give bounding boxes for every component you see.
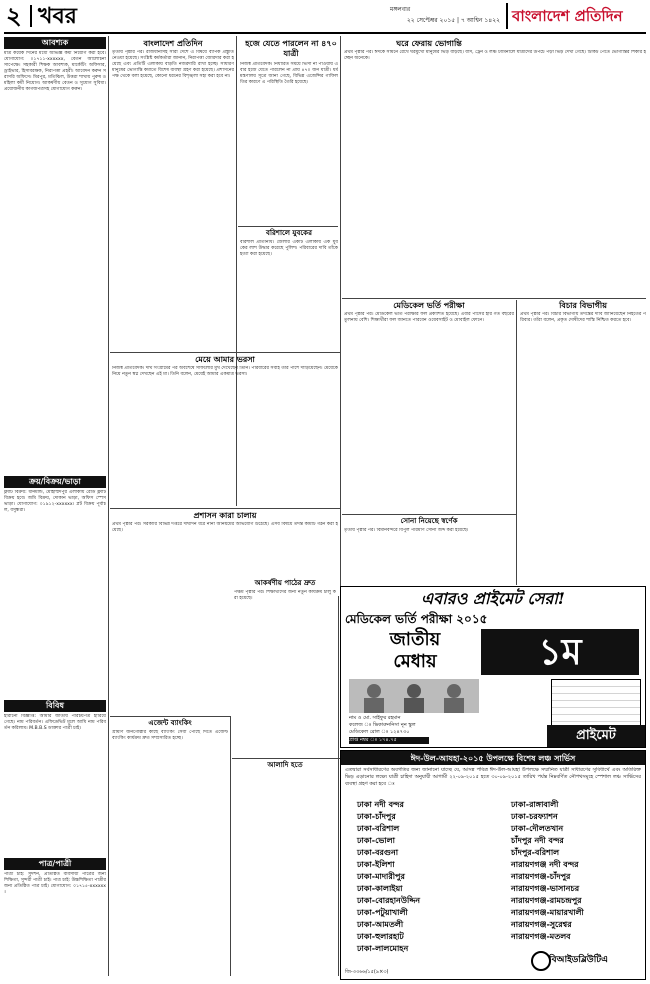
handwritten-note <box>551 679 641 729</box>
launch-route: ঢাকা-রাঙ্গাবালী <box>511 800 559 809</box>
launch-route: ঢাকা-হুলারহাট <box>357 932 404 941</box>
column-divider <box>108 36 109 976</box>
masthead-rule <box>4 32 646 34</box>
masthead-divider <box>506 3 508 29</box>
column-divider <box>338 596 339 976</box>
article-headline: আলাদি হতে <box>267 760 303 769</box>
article-headline: আকর্ষণীয় পাঠের দ্রুত <box>254 578 316 587</box>
classified-header-wanted: আবশ্যক <box>4 37 106 49</box>
primate-ad <box>340 586 646 748</box>
ad-rank-line-1: জাতীয় <box>389 629 441 650</box>
section-divider <box>30 5 32 27</box>
article-body: গ্রামীণ জনগোষ্ঠীর কাছে ব্যাংকিং সেবা পৌঁছে দিতে এজেন্ট ব্যাংকিং কার্যক্রম দ্রুত সম্প্রসারিত হচ্ছে। <box>112 730 228 741</box>
launch-route: ঢাকা-মাদারীপুর <box>357 872 405 881</box>
article-headline: বাংলাদেশ প্রতিদিন <box>143 38 203 48</box>
ad-subhead: মেডিকেল ভর্তি পরীক্ষা ২০১৫ <box>345 612 488 626</box>
article-headline: মেয়ে আমার ভরসা <box>195 354 255 364</box>
classified-text-matrimony: পাত্রী চাই: সুদর্শন, প্রতিষ্ঠিত ব্যবসায়ী পাত্রের জন্য শিক্ষিতা, সুন্দরী পাত্রী চাই। পাত্র চাই: উচ্চশিক্ষিতা পাত্রীর জন্য প্রতিষ্ঠিত পাত্র চাই। যোগাযোগ: ০১৭১৫-xxxxxx। <box>4 872 106 895</box>
launch-route: নারায়ণগঞ্জ-মতলব <box>511 932 571 941</box>
article-headline: মেডিকেল ভর্তি পরীক্ষা <box>393 300 465 310</box>
launch-route: নারায়ণগঞ্জ-রামচন্দ্রপুর <box>511 896 582 905</box>
student-photo <box>349 679 479 713</box>
launch-route: ঢাকা-আমতলী <box>357 920 404 929</box>
classified-header-misc: বিবিধ <box>4 700 106 712</box>
launch-route: চাঁদপুর-বরিশাল <box>511 848 560 857</box>
article-body: প্রথম পৃষ্ঠার পর। মেডিকেল ভর্তি পরীক্ষার ফল প্রকাশিত হয়েছে। এবার পাসের হার গত বছরের তুলনায় বেশি। শিক্ষার্থীরা ফল জানতে পারবেন ওয়েবসাইট ও মোবাইল ফোনে। <box>344 312 514 323</box>
masthead-day: মঙ্গলবার <box>390 6 411 13</box>
article-headline: সোনা নিয়েছে স্বর্ণেক <box>400 516 458 525</box>
article-divider <box>110 508 340 509</box>
launch-route: নারায়ণগঞ্জ-চাঁদপুর <box>511 872 571 881</box>
biwta-ad <box>340 750 646 980</box>
ad-rank-box <box>481 629 639 675</box>
section-title: খবর <box>38 3 77 29</box>
launch-route: ঢাকা-বোরহানউদ্দিন <box>357 896 421 905</box>
ad-brand-box <box>547 725 645 747</box>
ad-body: এতদ্বারা সর্বসাধারণের অবগতির জন্য জানানো যাচ্ছে যে, আসন্ন পবিত্র ঈদ-উল-আযহা উপলক্ষে সম্মানিত যাত্রী সাধারণের সুবিধার্থে এবং অতিরিক্ত ভিড় এড়ানোর লক্ষ্যে যাত্রী চাহিদা অনুযায়ী আগামী ২২-০৯-২০১৫ হতে ৩০-০৯-২০১৫ তারিখ পর্যন্ত নিম্নবর্ণিত নৌপথসমূহে স্পেশাল লঞ্চ সার্ভিসের ব্যবস্থা গ্রহণ করা হবে ঃ <box>345 767 641 787</box>
masthead-date: ২২ সেপ্টেম্বর ২০১৫ | ৭ আশ্বিন ১৪২২ <box>406 17 500 24</box>
article-divider <box>110 716 230 717</box>
column-divider <box>516 300 517 585</box>
page-number: ২ <box>6 1 22 30</box>
ad-brand: প্রাইমেট <box>576 728 616 743</box>
article-headline: হজে যেতে পারলেন না ৪৭০ যাত্রী <box>245 38 337 58</box>
column-divider <box>230 716 231 976</box>
article-divider <box>238 226 338 227</box>
classified-text-buy-sell: ফ্ল্যাট বিক্রয়: ধানমন্ডি, মোহাম্মদপুর এলাকায় রেডি ফ্ল্যাট বিক্রয় হবে। জমি বিক্রয়, দোকান ভাড়া, অফিস স্পেস ভাড়া। যোগাযোগ: ০১৯১২-xxxxxx। প্লট বিক্রয় পূর্বাচল, বসুন্ধরা। <box>4 490 106 513</box>
article-body: প্রথম পৃষ্ঠার পর। সরকারি বিভিন্ন দপ্তরে দীর্ঘদিন ধরে নানা অনিয়মের অভিযোগ উঠেছে। এসব বিষয়ে তদন্ত কমিটি গঠন করা হয়েছে। <box>112 522 338 533</box>
paper-name: বাংলাদেশ প্রতিদিন <box>512 7 623 25</box>
launch-route: ঢাকা-ইলিশা <box>357 860 395 869</box>
ad-admit: মেডিকেল রোল ঃ ১২৪৭৩০ <box>349 729 410 735</box>
classified-text-wanted: মাত্র কয়েক দিনের মধ্যে অভিজ্ঞ কর্মী নিয়োগ করা হবে। যোগাযোগ: ০১৭১১-xxxxxx, বেতন আলোচনা সাপেক্ষে। সহকারী শিক্ষক আবশ্যক, মার্কেটিং অফিসার, ড্রাইভার, হিসাবরক্ষক, নিরাপত্তা প্রহরী। আবেদন করুন সরাসরি অফিসে। মিরপুর, মতিঝিল, উত্তরা শাখায় পুরুষ ও মহিলা কর্মী নিয়োগ। আকর্ষণীয় বেতন ও সুযোগ সুবিধা। প্রয়োজনীয় কাগজপত্রসহ যোগাযোগ করুন। <box>4 51 106 92</box>
launch-route: নারায়ণগঞ্জ-মায়ারখালী <box>511 908 584 917</box>
launch-route: ঢাকা-পটুয়াখালী <box>357 908 408 917</box>
student-group-icon <box>349 679 479 713</box>
column-divider <box>340 36 341 596</box>
launch-route: ঢাকা নদী বন্দর <box>357 800 404 809</box>
classified-header-buy-sell: ক্রয়/বিক্রয়/ভাড়া <box>4 476 106 488</box>
ad-title: ঈদ-উল-আযহা-২০১৫ উপলক্ষে বিশেষ লঞ্চ সার্ভিস <box>410 753 576 763</box>
classified-text-misc: হারানো বিজ্ঞপ্তি: আমার জাতীয় পরিচয়পত্র হারিয়ে গেছে। নাম পরিবর্তন। এফিডেভিট মূলে আমি নাম পরিবর্তন করিলাম। M.B.B.S ডাক্তার পাত্রী চাই। <box>4 714 106 731</box>
article-headline: বরিশালে যুবকের <box>266 228 312 237</box>
ad-score: প্রাপ্ত নম্বর ঃ ১৭৪.৭৫ <box>349 737 429 744</box>
ad-agency: বিআইডব্লিউটিএ <box>549 955 609 965</box>
ad-ref: জি-৩৩৬৬/১৫(৯×৩) <box>345 969 389 975</box>
article-body: পঞ্চম পৃষ্ঠার পর। শিক্ষার্থীদের জন্য নতুন কার্যক্রম চালু করা হয়েছে। <box>234 590 336 601</box>
article-headline: ঘরে ফেরায় ভোগান্তি <box>396 38 462 48</box>
article-body: নিজস্ব প্রতিবেদক। দীর্ঘ সংগ্রামের পর অবশেষে সাফল্যের মুখ দেখেছেন তিনি। পরিবারের সবাই তাঁর পাশে দাঁড়িয়েছেন। মেয়েকে নিয়ে নতুন স্বপ্ন দেখছেন এই মা। তিনি বলেন, মেয়েই আমার একমাত্র ভরসা। <box>112 366 338 377</box>
article-headline: বিচার বিভাগীয় <box>559 300 607 310</box>
launch-route: ঢাকা-কালাইয়া <box>357 884 403 893</box>
article-headline: প্রশাসন কারা চালায় <box>193 510 257 520</box>
launch-route: নারায়ণগঞ্জ নদী বন্দর <box>511 860 579 869</box>
launch-route: ঢাকা-লালমোহন <box>357 944 409 953</box>
classified-header-matrimony: পাত্র/পাত্রী <box>4 858 106 870</box>
launch-route: ঢাকা-চাঁদপুর <box>357 812 396 821</box>
launch-route: নারায়ণগঞ্জ-ভাসানচর <box>511 884 580 893</box>
launch-route: ঢাকা-দৌলতখান <box>511 824 564 833</box>
ad-headline: এবারও প্রাইমেট সেরা! <box>421 589 565 608</box>
article-divider <box>232 758 340 759</box>
article-body: প্রথম পৃষ্ঠার পর। ঈদকে সামনে রেখে ঘরমুখো মানুষের ভিড় বাড়ছে। বাস, ট্রেন ও লঞ্চ টার্মিনালে যাত্রীদের উপচে পড়া ভিড় দেখা গেছে। টিকিট পেতে ভোগান্তির শিকার হচ্ছেন অনেকে। <box>344 50 646 61</box>
masthead <box>0 0 650 32</box>
article-divider <box>342 514 516 515</box>
ad-rank-number: ১ম <box>538 631 582 673</box>
launch-route: ঢাকা-ভোলা <box>357 836 395 845</box>
article-body: নিজস্ব প্রতিবেদক। নির্ধারিত সময়ে ভিসা না পাওয়ায় এবার হজে যেতে পারলেন না প্রায় ৪৭০ জন যাত্রী। ধর্ম মন্ত্রণালয় সূত্রে জানা গেছে, বিভিন্ন এজেন্সির গাফিলতির কারণে এ পরিস্থিতি তৈরি হয়েছে। <box>240 62 338 85</box>
launch-route: ঢাকা-বরিশাল <box>357 824 400 833</box>
ad-rank-line-2: মেধায় <box>393 651 437 672</box>
article-body: তৃতীয় পৃষ্ঠার পর। রাজধানীসহ সারা দেশে এ বিষয়ে ব্যাপক প্রস্তুতি নেওয়া হয়েছে। সংশ্লিষ্ট কর্মকর্তারা জানান, নিরাপত্তা জোরদার করা হয়েছে এবং প্রতিটি এলাকায় বাড়তি নজরদারি রাখা হচ্ছে। সাধারণ মানুষের ভোগান্তি কমাতে বিশেষ ব্যবস্থা গ্রহণ করা হয়েছে। প্রশাসনের পক্ষ থেকে বলা হয়েছে, কোনো ধরনের বিশৃঙ্খলা সহ্য করা হবে না। <box>112 50 234 79</box>
article-body: বরিশাল প্রতিনিধি। জেলার একটি এলাকায় এক যুবকের লাশ উদ্ধার করেছে পুলিশ। পরিবারের দাবি তাঁকে হত্যা করা হয়েছে। <box>240 240 338 257</box>
article-body: তৃতীয় পৃষ্ঠার পর। বিমানবন্দরে বিপুল পরিমাণ সোনা জব্দ করা হয়েছে। <box>344 528 469 533</box>
launch-route: ঢাকা-বরগুনা <box>357 848 399 857</box>
article-body: প্রথম পৃষ্ঠার পর। বিচার বিভাগীয় তদন্তের দাবি জানিয়েছেন নিহতের পরিবার। তাঁরা বলেন, প্রকৃত দোষীদের শাস্তি নিশ্চিত করতে হবে। <box>520 312 646 323</box>
ad-student-name: নাম ও মো. সাইফুর রহমান <box>349 715 401 721</box>
ad-college: কলেজ ঃ ভিকারুননিসা নূন স্কুল <box>349 722 416 728</box>
launch-route: চাঁদপুর নদী বন্দর <box>511 836 564 845</box>
ad-title-bar <box>341 751 645 765</box>
article-divider <box>342 298 646 299</box>
agency-logo-icon <box>531 951 551 971</box>
launch-route: নারায়ণগঞ্জ-সুরেশ্বর <box>511 920 572 929</box>
launch-route: ঢাকা-চরফ্যাশন <box>511 812 558 821</box>
article-headline: এজেন্ট ব্যাংকিং <box>148 718 192 727</box>
